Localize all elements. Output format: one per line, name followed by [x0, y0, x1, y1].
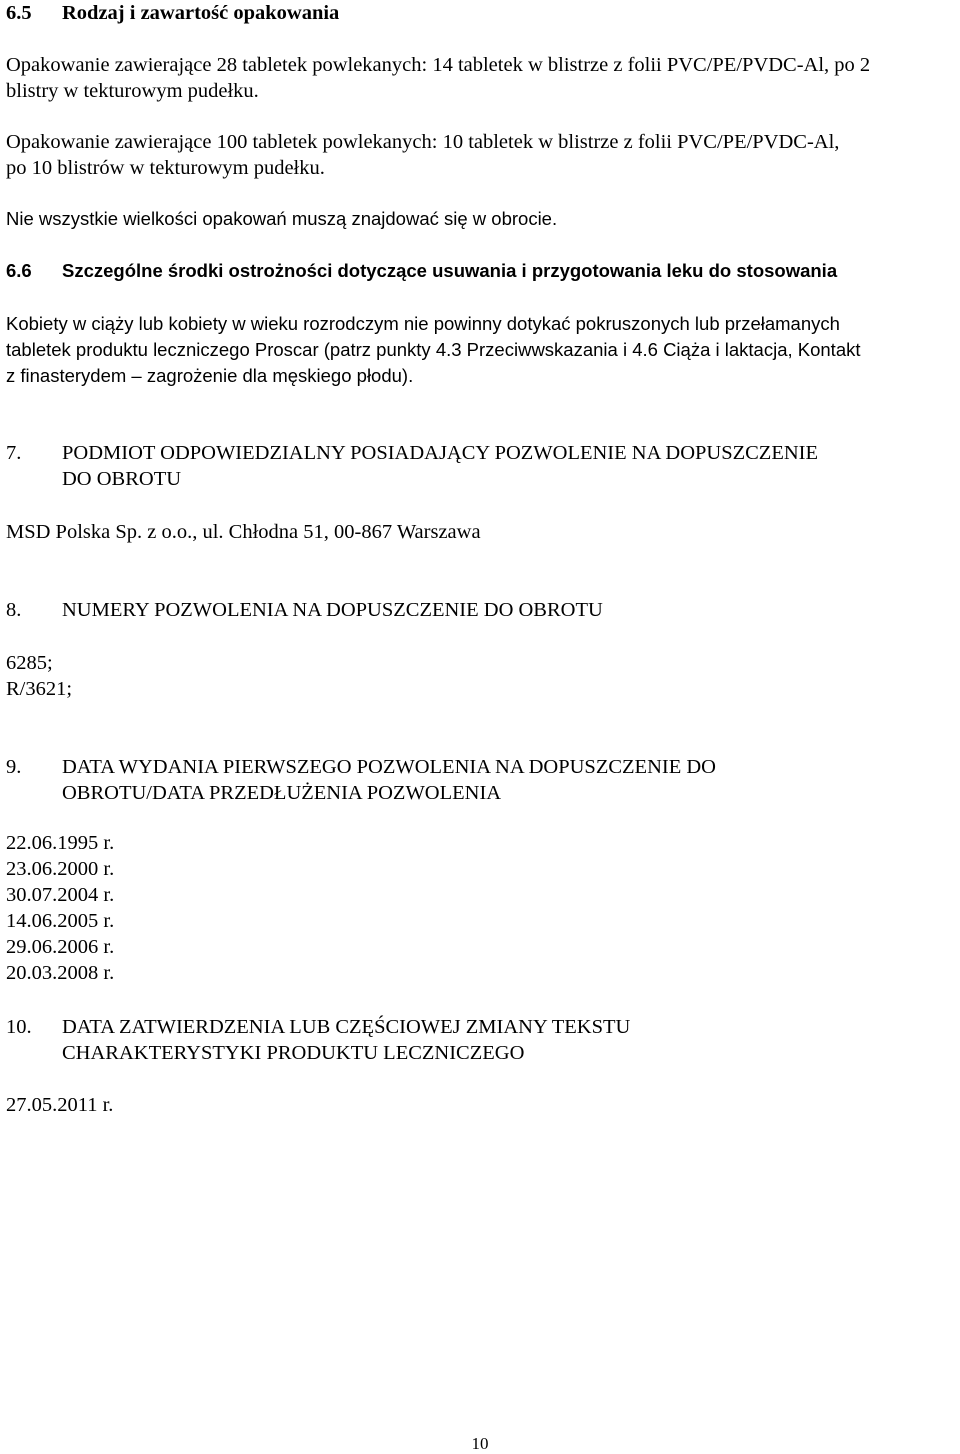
date-line: 14.06.2005 r.	[6, 910, 115, 932]
section-7-heading	[6, 440, 956, 492]
section-number: 10.	[6, 1016, 32, 1038]
packaging-paragraph-28	[6, 52, 956, 104]
section-6-6-heading	[6, 258, 956, 284]
section-10-heading	[6, 1014, 956, 1066]
authorisation-number: R/3621;	[6, 678, 73, 700]
text-line: po 10 blistrów w tekturowym pudełku.	[6, 157, 325, 179]
text-line: Opakowanie zawierające 28 tabletek powlekanych: 14 tabletek w blistrze z folii PVC/PE/PVDC-Al, po 2	[6, 54, 871, 76]
date-line: 22.06.1995 r.	[6, 832, 115, 854]
section-title: Szczególne środki ostrożności dotyczące usuwania i przygotowania leku do stosowania	[62, 260, 838, 281]
text-line: Nie wszystkie wielkości opakowań muszą znajdować się w obrocie.	[6, 208, 558, 229]
section-number: 6.5	[6, 2, 32, 24]
page-number: 10	[471, 1434, 489, 1453]
text-line: Opakowanie zawierające 100 tabletek powlekanych: 10 tabletek w blistrze z folii PVC/PE/PVDC-Al,	[6, 131, 840, 153]
section-number: 8.	[6, 599, 22, 621]
section-number: 7.	[6, 442, 22, 464]
section-title	[62, 440, 956, 492]
title-line: PODMIOT ODPOWIEDZIALNY POSIADAJĄCY POZWOLENIE NA DOPUSZCZENIE	[62, 442, 818, 464]
section-title: NUMERY POZWOLENIA NA DOPUSZCZENIE DO OBROTU	[62, 599, 603, 621]
packaging-note	[6, 206, 956, 232]
revision-date	[6, 1092, 956, 1118]
title-line: DATA ZATWIERDZENIA LUB CZĘŚCIOWEJ ZMIANY TEKSTU	[62, 1016, 631, 1038]
date-line: 27.05.2011 r.	[6, 1094, 114, 1116]
section-number: 6.6	[6, 260, 32, 281]
text-line: MSD Polska Sp. z o.o., ul. Chłodna 51, 00-867 Warszawa	[6, 521, 481, 543]
title-line: CHARAKTERYSTYKI PRODUKTU LECZNICZEGO	[62, 1042, 525, 1064]
section-title	[62, 1014, 956, 1066]
authorisation-number: 6285;	[6, 652, 53, 674]
section-8-heading	[6, 597, 956, 623]
text-line: Kobiety w ciąży lub kobiety w wieku rozrodczym nie powinny dotykać pokruszonych lub przełamanych	[6, 313, 840, 334]
title-line: DO OBROTU	[62, 468, 182, 490]
date-line: 23.06.2000 r.	[6, 858, 115, 880]
date-line: 29.06.2006 r.	[6, 936, 115, 958]
section-title	[62, 754, 956, 806]
date-line: 20.03.2008 r.	[6, 962, 115, 984]
text-line: tabletek produktu leczniczego Proscar (patrz punkty 4.3 Przeciwwskazania i 4.6 Ciąża i laktacja, Kontakt	[6, 339, 861, 360]
title-line: DATA WYDANIA PIERWSZEGO POZWOLENIA NA DOPUSZCZENIE DO	[62, 756, 716, 778]
section-9-heading	[6, 754, 956, 806]
authorisation-numbers	[6, 650, 956, 702]
packaging-paragraph-100	[6, 129, 956, 181]
authorisation-dates	[6, 830, 956, 986]
section-6-5-heading	[6, 0, 956, 26]
marketing-authorisation-holder	[6, 519, 956, 545]
title-line: OBROTU/DATA PRZEDŁUŻENIA POZWOLENIA	[62, 782, 502, 804]
disposal-paragraph	[6, 311, 956, 389]
section-number: 9.	[6, 756, 22, 778]
section-title: Rodzaj i zawartość opakowania	[62, 2, 340, 24]
text-line: z finasterydem – zagrożenie dla męskiego płodu).	[6, 365, 414, 386]
text-line: blistry w tekturowym pudełku.	[6, 80, 259, 102]
date-line: 30.07.2004 r.	[6, 884, 115, 906]
